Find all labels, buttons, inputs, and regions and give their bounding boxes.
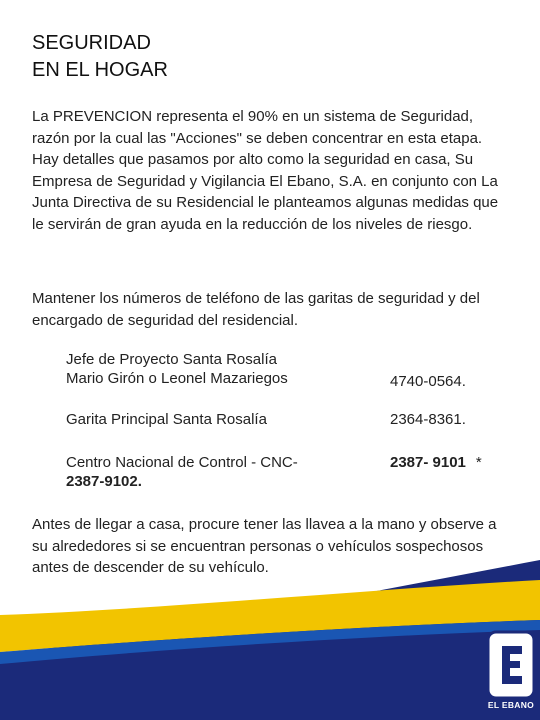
logo-caption: EL EBANO: [487, 700, 535, 710]
asterisk-mark: *: [475, 454, 482, 471]
title-line-1: SEGURIDAD: [32, 32, 151, 54]
el-ebano-logo: [486, 630, 536, 710]
contact-name-line: Mario Girón o Leonel Mazariegos: [66, 370, 288, 387]
contact-name-line: Centro Nacional de Control - CNC-: [66, 454, 298, 471]
contact-name-line: Garita Principal Santa Rosalía: [66, 411, 267, 428]
closing-paragraph: Antes de llegar a casa, procure tener las llavea a la mano y observe a su alrededores si se encuentran personas o vehículos sospechosos antes de descender de su vehículo.: [32, 516, 497, 576]
title-line-2: EN EL HOGAR: [32, 59, 168, 81]
contact-number: 2364-8361.: [390, 411, 466, 428]
phones-paragraph: Mantener los números de teléfono de las garitas de seguridad y del encargado de seguridad del residencial.: [32, 290, 480, 329]
intro-paragraph: La PREVENCION representa el 90% en un sistema de Seguridad, razón por la cual las "Acciones" se deben concentrar en esta etapa. Hay detalles que pasamos por alto como la seguridad en casa, Su Empresa de Seguridad y Vigilancia El Ebano, S.A. en conjunto con La Junta Directiva de su Residencial le planteamos algunas medidas que le servirán de gran ayuda en la reducción de los niveles de riesgo.: [32, 108, 499, 233]
contact-name-line: 2387-9102.: [66, 473, 142, 490]
contact-name-line: Jefe de Proyecto Santa Rosalía: [66, 351, 277, 368]
logo-letter-e: [502, 646, 522, 684]
contact-number: 4740-0564.: [390, 373, 466, 390]
contact-number-value: 2387- 9101: [390, 454, 466, 471]
